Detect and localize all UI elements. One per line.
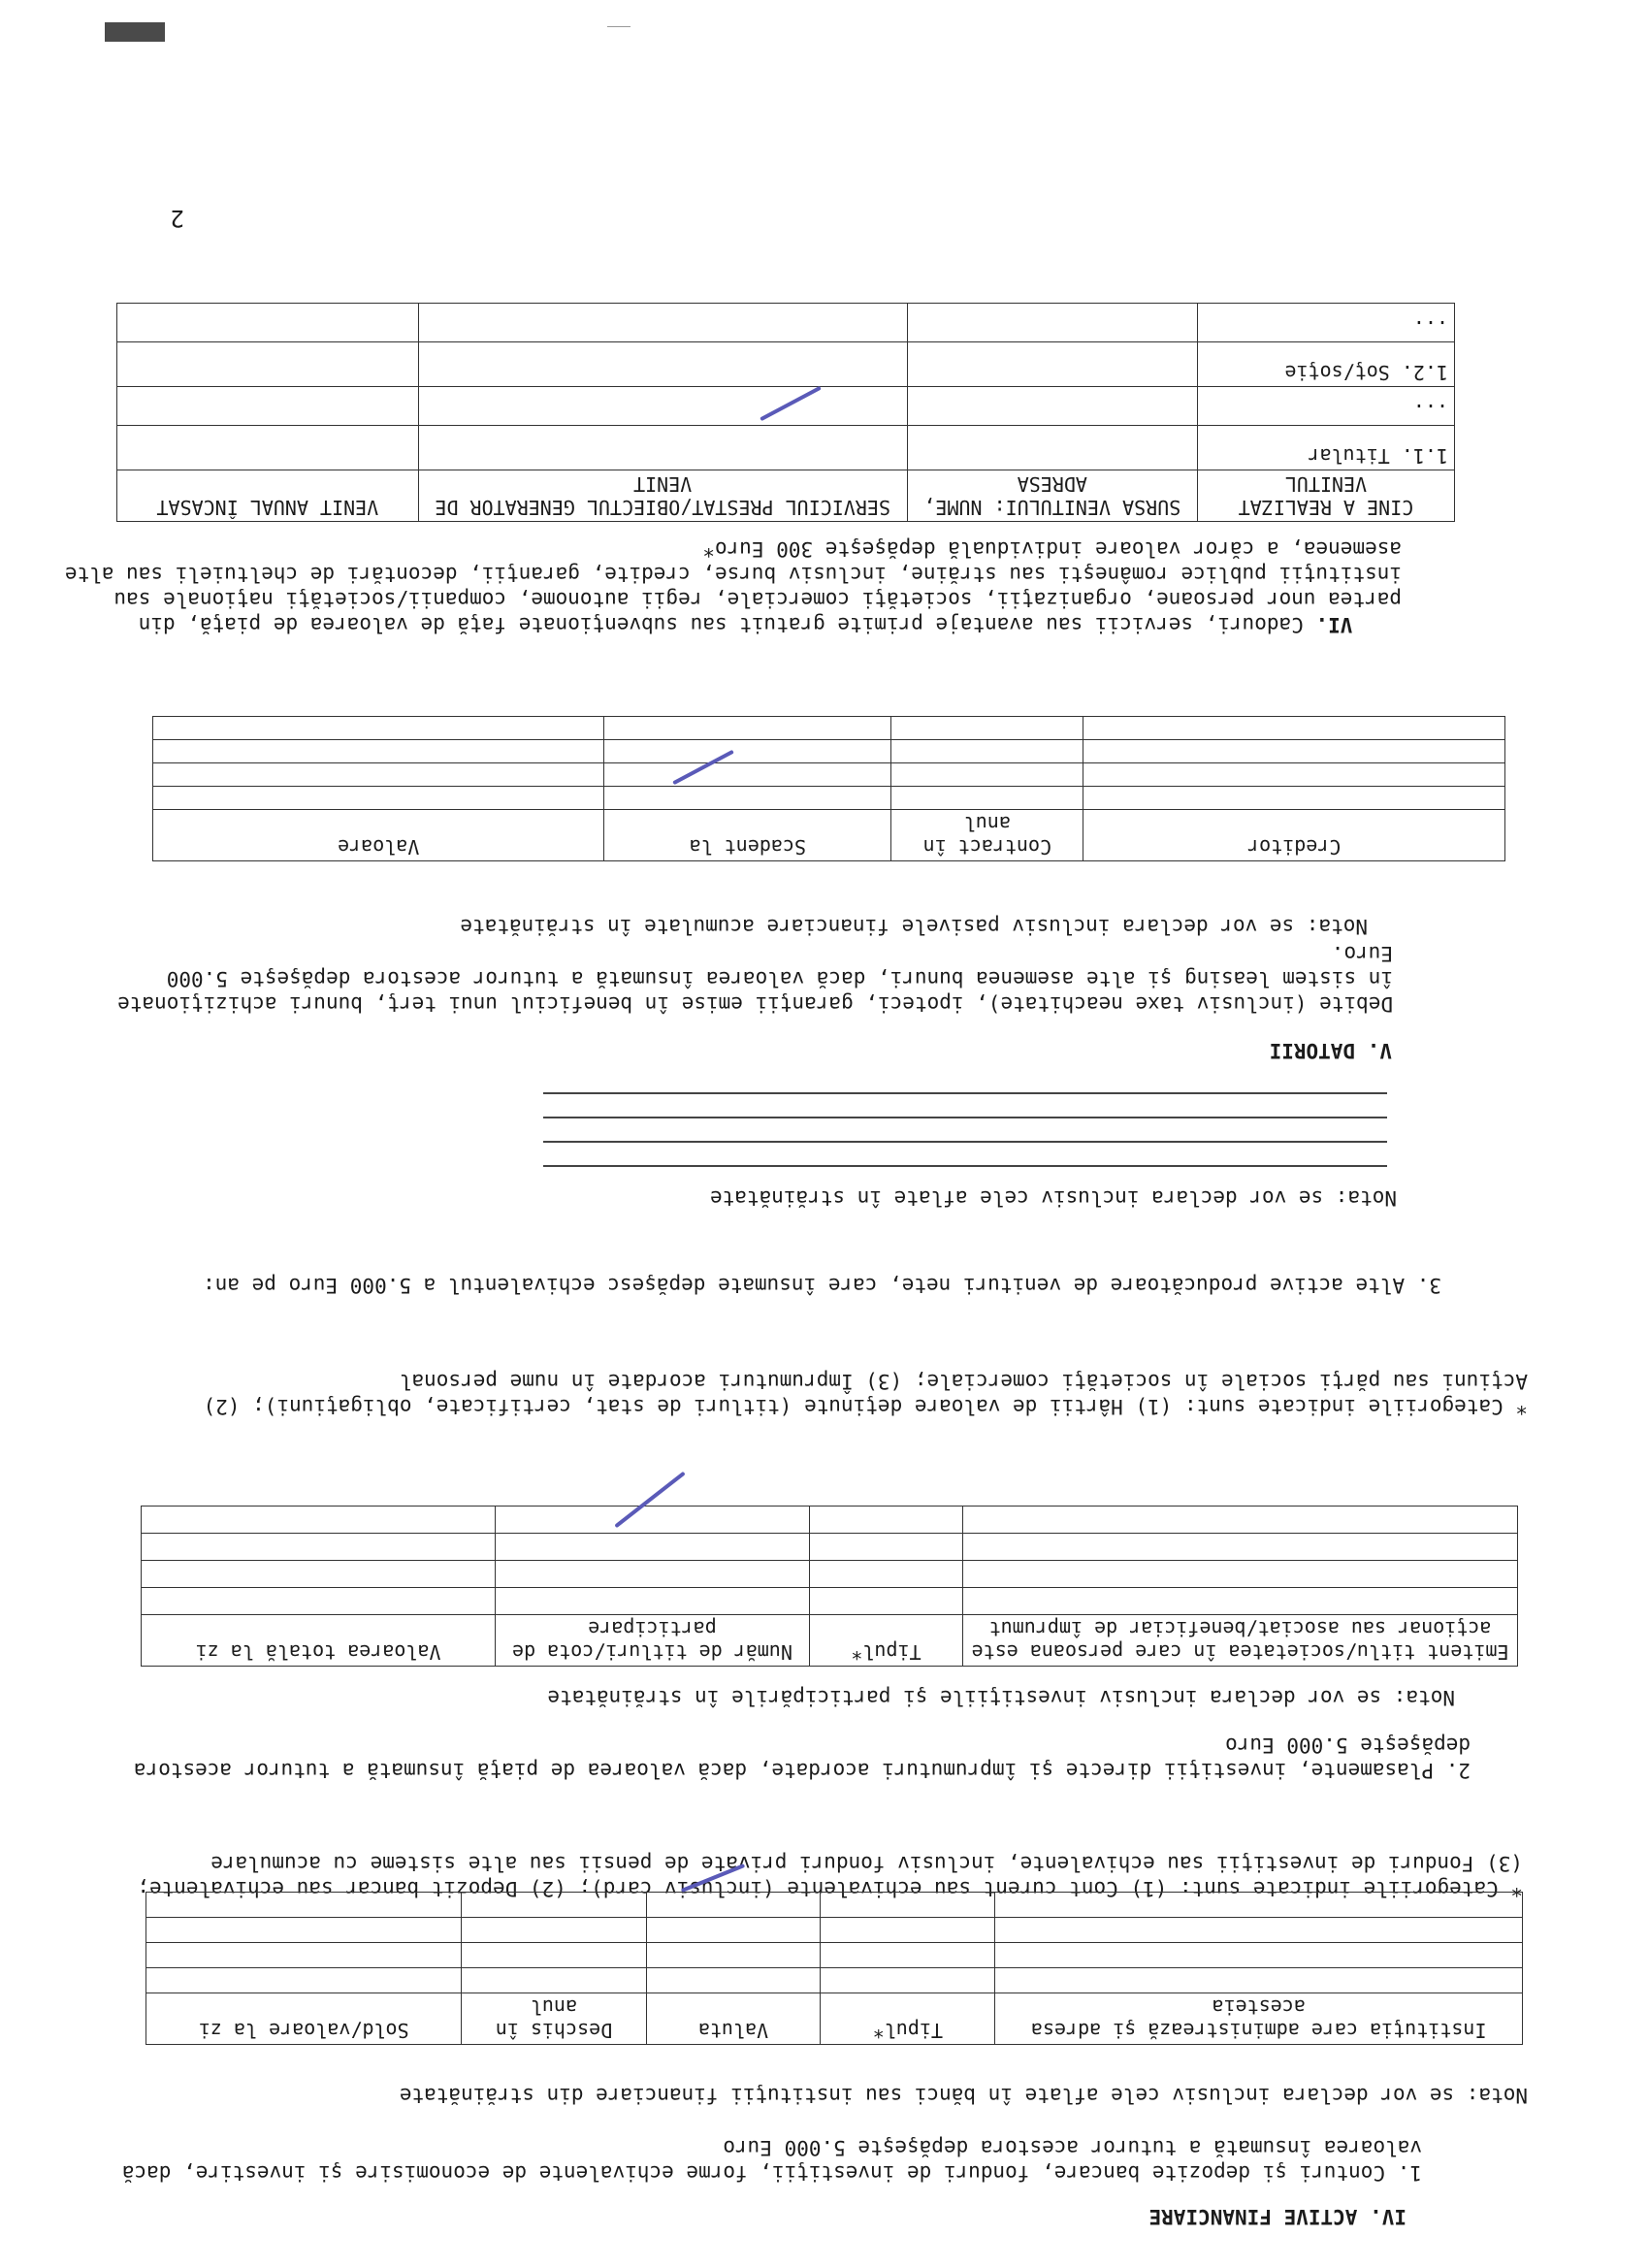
table-row xyxy=(117,426,1455,470)
table-row xyxy=(153,787,1505,810)
row-label: ... xyxy=(1197,304,1454,342)
table-row xyxy=(153,717,1505,740)
section-heading: V. DATORII xyxy=(1269,1039,1392,1062)
col-header: Scadent la xyxy=(604,810,891,861)
accounts-table xyxy=(146,1892,1523,2045)
col-header: Număr de titluri/cota de participare xyxy=(496,1615,810,1667)
section-text: Cadouri, servicii sau avantaje primite gratuit sau subvenţionate faţă de valoarea de piaţă, din partea unor persoane, organizaţii, societăţi comerciale, regii autonome, companii/societăţi naţionale sau instituţii publice româneşti sau străine, inclusiv burse, credite, garanţii, decontări de cheltuieli sau alte asemenea, a căror valoare individuală depăşeşte 300 Euro* xyxy=(52,537,1402,636)
table-row xyxy=(142,1534,1518,1561)
row-label: 1.1. Titular xyxy=(1197,426,1454,470)
col-header: Emitent titlu/societatea în care persoana este acţionar sau asociat/beneficiar de împrumut xyxy=(963,1615,1518,1667)
table-row xyxy=(117,342,1455,387)
col-header: Valoarea totală la zi xyxy=(142,1615,496,1667)
investments-description: 2. Plasamente, investiţii directe şi împrumuturi acordate, dacă valoarea de piaţă însumată a tuturor acestora depăşeşte 5.000 Euro xyxy=(121,1733,1471,1782)
table-row xyxy=(153,763,1505,787)
table-row xyxy=(142,1561,1518,1588)
col-header: Sold/valoare la zi xyxy=(146,1993,462,2045)
blank-line xyxy=(543,1117,1387,1118)
page-number: 2 xyxy=(170,205,184,232)
blank-line xyxy=(543,1092,1387,1094)
col-header: Tipul* xyxy=(821,1993,995,2045)
table-header-row xyxy=(153,810,1505,861)
debts-description: Debite (inclusiv taxe neachitate), ipoteci, garanţii emise în beneficiul unui terţ, bunuri achiziţionate în sistem leasing şi alte asemenea bunuri, dacă valoarea însumată a tuturor acestora depăşeşte 5.000 Euro. xyxy=(105,942,1393,1016)
accounts-note: Nota: se vor declara inclusiv cele aflate în bănci sau instituţii financiare din străinătate xyxy=(399,2084,1528,2107)
table-header-row xyxy=(142,1615,1518,1667)
table-row xyxy=(146,1968,1523,1993)
table-row xyxy=(117,304,1455,342)
debts-table xyxy=(152,716,1505,861)
gifts-table xyxy=(116,303,1455,522)
investments-footnote: * Categoriile indicate sunt: (1) Hârtii de valoare deţinute (titluri de stat, certificate, obligaţiuni); (2) Acţiuni sau părţi sociale în societăţi comerciale; (3) Împrumuturi acordate în nume personal xyxy=(190,1370,1528,1418)
table-row xyxy=(142,1507,1518,1534)
table-row xyxy=(146,1943,1523,1968)
col-header: SERVICIUL PRESTAT/OBIECTUL GENERATOR DE VENIT xyxy=(418,470,907,522)
scan-artifact xyxy=(105,22,165,42)
table-row xyxy=(146,1893,1523,1918)
other-assets-description: 3. Alte active producătoare de venituri nete, care însumate depăşesc echivalentul a 5.000 Euro pe an: xyxy=(203,1274,1441,1297)
col-header: Deschis în anul xyxy=(462,1993,646,2045)
section-heading: VI. xyxy=(1315,613,1353,636)
col-header: Valoare xyxy=(153,810,604,861)
table-row xyxy=(146,1918,1523,1943)
gifts-description xyxy=(52,511,1402,663)
scan-artifact xyxy=(607,26,630,27)
col-header: SURSA VENITULUI: NUME, ADRESA xyxy=(907,470,1197,522)
debts-note: Nota: se vor declara inclusiv pasivele financiare acumulate în străinătate xyxy=(460,915,1368,938)
accounts-description: 1. Conturi şi depozite bancare, fonduri de investiţii, forme echivalente de economisire şi investire, dacă valoarea însumată a tuturor acestora depăşeşte 5.000 Euro xyxy=(110,2136,1422,2185)
other-assets-note: Nota: se vor declara inclusiv cele aflate în străinătate xyxy=(709,1186,1397,1210)
table-row xyxy=(153,740,1505,763)
col-header: Creditor xyxy=(1083,810,1505,861)
table-row xyxy=(142,1588,1518,1615)
accounts-footnote: * Categoriile indicate sunt: (1) Cont curent sau echivalente (inclusiv card); (2) Depozit bancar sau echivalente; (3) Fonduri de investiţii sau echivalente, inclusiv fonduri private de pensii sau alte sisteme cu acumulare xyxy=(124,1852,1523,1900)
investments-note: Nota: se vor declara inclusiv investiţiile şi participările în străinătate xyxy=(547,1686,1455,1709)
blank-line xyxy=(543,1165,1387,1167)
col-header: Instituţia care administrează şi adresa acesteia xyxy=(995,1993,1523,2045)
row-label: ... xyxy=(1197,387,1454,426)
table-header-row xyxy=(146,1993,1523,2045)
col-header: VENIT ANUAL ÎNCASAT xyxy=(117,470,419,522)
col-header: CINE A REALIZAT VENITUL xyxy=(1197,470,1454,522)
blank-line xyxy=(543,1141,1387,1143)
col-header: Tipul* xyxy=(809,1615,962,1667)
investments-table xyxy=(141,1506,1518,1667)
row-label: 1.2. Soţ/soţie xyxy=(1197,342,1454,387)
col-header: Contract în anul xyxy=(891,810,1083,861)
col-header: Valuta xyxy=(646,1993,821,2045)
section-heading: IV. ACTIVE FINANCIARE xyxy=(1148,2205,1406,2228)
